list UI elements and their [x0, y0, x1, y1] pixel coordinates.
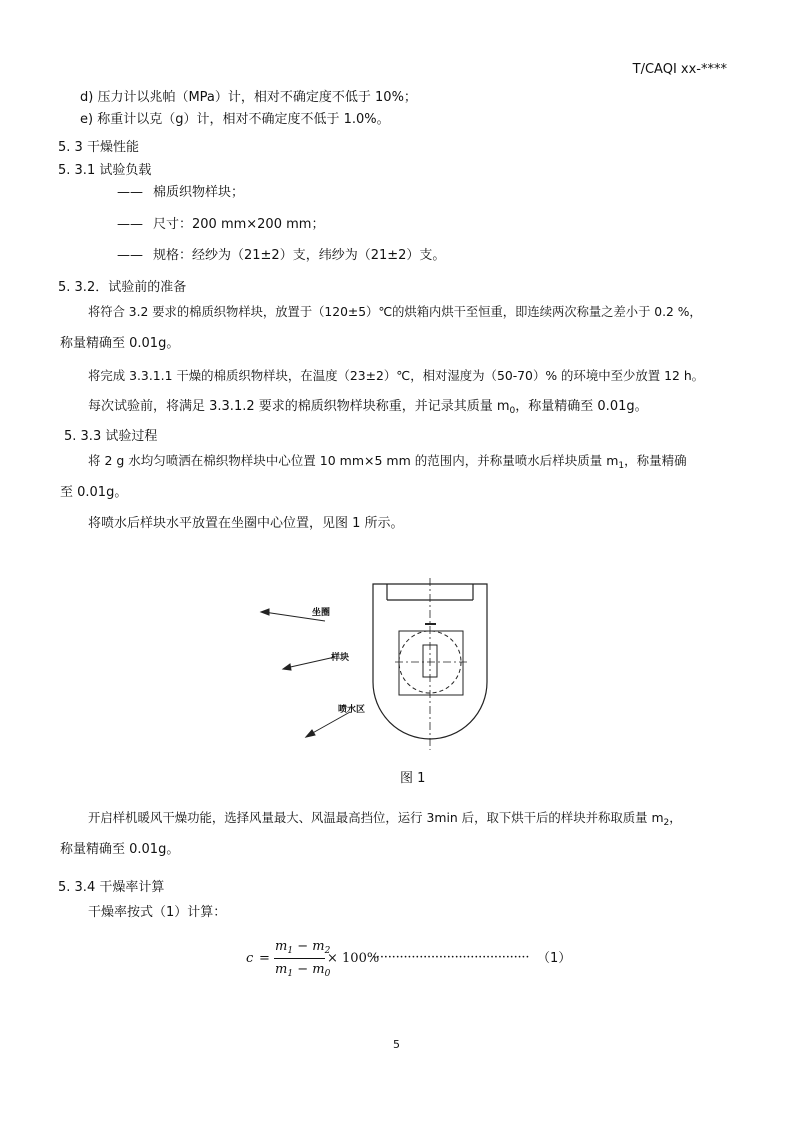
dry-para-1: 开启样机暖风干燥功能，选择风量最大、风温最高挡位，运行 3min 后，取下烘干后的样块并称取质量 $m_2$，: [88, 810, 682, 828]
label-seat: 坐圈: [312, 608, 331, 618]
dash: ——: [117, 217, 143, 232]
section-5-3-2-title: 5. 3.2．试验前的准备: [58, 280, 187, 295]
item-d: d) 压力计以兆帕（MPa）计，相对不确定度不低于 10%；: [80, 90, 417, 105]
section-5-3-3-title: 5. 3.3 试验过程: [64, 429, 158, 444]
label-sample: 样块: [331, 653, 350, 663]
dry-para-2: 称量精确至 0.01g。: [60, 842, 180, 857]
arrow-sample: [283, 657, 335, 670]
load-line-2: —— 尺寸：200 mm×200 mm；: [117, 215, 324, 235]
section-5-3-4-title: 5. 3.4 干燥率计算: [58, 880, 165, 895]
page-number: 5: [393, 1038, 400, 1051]
calc-intro: 干燥率按式（1）计算：: [88, 905, 227, 920]
formula-dots: ········································: [372, 950, 530, 965]
figure-1-diagram: [250, 578, 510, 754]
load-line-3: —— 规格：经纱为（21±2）支，纬纱为（21±2）支。: [117, 246, 445, 266]
label-spray: 喷水区: [338, 705, 366, 715]
proc-para-1a: 将 2 g 水均匀喷洒在棉织物样块中心位置 10 mm×5 mm 的范围内，并称量喷水后样块质量 $m_1$，称量精确: [88, 453, 687, 471]
formula-numerator: $m_1 - m_2$: [275, 939, 331, 956]
formula-rhs: × 100%: [327, 951, 380, 966]
prep-para-1b: 称量精确至 0.01g。: [60, 336, 180, 351]
section-5-3-title: 5. 3 干燥性能: [58, 140, 139, 155]
section-5-3-1-title: 5. 3.1 试验负载: [58, 163, 152, 178]
load-line-1: —— 棉质织物样块；: [117, 183, 244, 203]
standard-code: T/CAQI xx-****: [632, 62, 727, 77]
figure-caption: 图 1: [400, 771, 426, 786]
formula-eq: =: [259, 951, 270, 966]
formula-number: （1）: [537, 951, 572, 966]
dash: ——: [117, 248, 143, 263]
prep-para-3: 每次试验前，将满足 3.3.1.2 要求的棉质织物样块称重，并记录其质量 $m_0$，称量精确至 0.01g。: [88, 399, 648, 416]
arrow-spray: [306, 712, 350, 737]
prep-para-1a: 将符合 3.2 要求的棉质织物样块，放置于（120±5）℃的烘箱内烘干至恒重，即连续两次称量之差小于 0.2 %，: [88, 305, 702, 319]
proc-para-2: 将喷水后样块水平放置在坐圈中心位置，见图 1 所示。: [88, 516, 404, 531]
item-e: e) 称重计以克（g）计，相对不确定度不低于 1.0%。: [80, 112, 390, 127]
fraction-bar: [274, 958, 325, 959]
formula-denominator: $m_1 - m_0$: [275, 962, 331, 979]
dash: ——: [117, 185, 143, 200]
proc-para-1b: 至 0.01g。: [60, 485, 128, 500]
formula-lhs: c: [246, 951, 254, 966]
sample-square: [399, 631, 463, 695]
prep-para-2: 将完成 3.3.1.1 干燥的棉质织物样块，在温度（23±2）℃，相对湿度为（50-70）% 的环境中至少放置 12 h。: [88, 368, 705, 383]
